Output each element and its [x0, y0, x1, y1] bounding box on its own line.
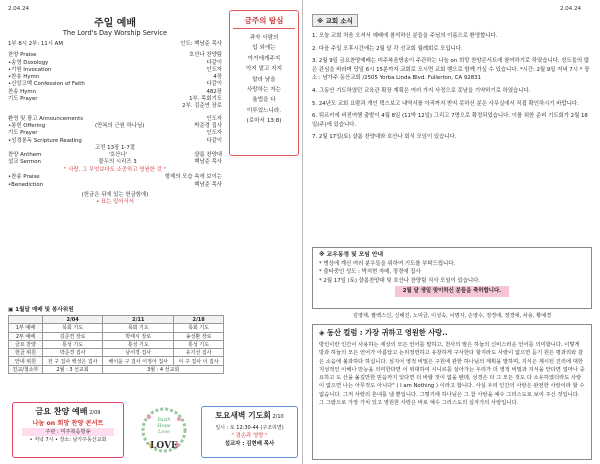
- right-date: 2.04.24: [560, 6, 581, 12]
- church-news: [312, 14, 592, 146]
- faith-word: Faith: [157, 417, 171, 423]
- order-item: •신앙고백 Confession of Faith: [8, 81, 85, 88]
- scripture: 고전 13장 1-7절: [95, 144, 135, 151]
- verse-line: 아거에게주지: [247, 55, 281, 62]
- schedule-cell: 유기선 집사: [174, 349, 224, 357]
- worship-title-en: The Lord's Day Worship Service: [62, 29, 168, 37]
- schedule-row: [9, 357, 224, 365]
- verse-line: 사랑하는 자는: [246, 87, 282, 94]
- order-row: [8, 52, 222, 59]
- order-row: [8, 60, 222, 67]
- benediction-label: •Benediction: [8, 181, 44, 188]
- news-item: 7. 2월 17일(토) 샬롬 찬양대와 호산나 회식 모임이 있습니다.: [312, 134, 457, 141]
- friday-worship-box: [12, 402, 124, 458]
- saturday-date: 2/10: [272, 414, 284, 420]
- worship-title-ko: 주일 예배: [93, 18, 137, 29]
- schedule-cell: 통성 기도: [42, 340, 102, 348]
- service-time-row: [8, 41, 222, 48]
- order-mid: [38, 130, 207, 137]
- order-who: 2부. 김준연 장로: [182, 103, 222, 110]
- order-who: 인도자: [206, 66, 222, 73]
- news-item: 1. 오늘 교회 처음 오셔서 예배에 참석하신 분들을 주님의 이름으로 환영합니다.: [312, 33, 498, 39]
- saturday-line1: 일시 : 토 12:30-44 (구조리면): [215, 425, 284, 431]
- friday-line3: • 저녁 7시 • 장소: 남가주동산교회: [29, 437, 107, 443]
- order-item: 찬양 Praise: [8, 52, 37, 59]
- order-item: 환영 및 광고 Announcements: [8, 115, 84, 122]
- schedule-cell: 박준경 집사: [42, 349, 102, 357]
- love-big: LOVE: [150, 441, 178, 451]
- schedule-cell: 해이윤 구 집사 이정아 집사: [103, 357, 174, 365]
- anthem-title: '호산나': [108, 152, 128, 159]
- order-who: 호산나 찬양팀: [189, 52, 222, 59]
- verse-line: 아지 말고 지지: [246, 66, 282, 73]
- schedule-cell: 통성 기도: [103, 340, 174, 348]
- left-date: 2.04.24: [8, 6, 29, 12]
- order-item: 기도 Prayer: [8, 130, 38, 137]
- order-item: •봉헌 Offering: [8, 122, 46, 129]
- praise-song: 형제의 모습 속에 보이는: [164, 174, 222, 181]
- schedule-header: [9, 316, 43, 324]
- weekly-verse-box: [229, 10, 299, 156]
- order-row: [8, 138, 222, 145]
- order-mid: [8, 103, 182, 110]
- order-list: [8, 52, 222, 145]
- saturday-title-row: [205, 410, 294, 421]
- verse-line: 율법을 다: [252, 97, 276, 104]
- weekly-verse-title: 금주의 탐심: [233, 15, 295, 29]
- page-divider: [302, 0, 303, 464]
- order-mid: [38, 96, 190, 103]
- friday-line2: 주관 : 미주복음방송: [22, 428, 114, 436]
- prayer-list: [319, 260, 585, 286]
- order-mid: [51, 67, 206, 74]
- prayer-item: * 병상에 계신 여러 분우들을 위하여 기도를 부탁드립니다.: [319, 260, 456, 267]
- schedule-cell: 김준연 장로: [42, 332, 102, 340]
- saturday-line3: 설교자 : 김현배 목사: [224, 441, 275, 447]
- order-row: [8, 67, 222, 74]
- schedule-row: [9, 365, 224, 373]
- schedule-cell: 목회 기도: [42, 324, 102, 332]
- schedule-title: ▣ 1월달 예배 및 봉사위원: [8, 307, 74, 313]
- order-mid: [36, 52, 189, 59]
- order-row: [8, 123, 222, 130]
- order-who: 인도자: [206, 130, 222, 137]
- order-who: 다같이: [206, 81, 222, 88]
- schedule-cell: 목회 기도: [103, 324, 174, 332]
- schedule-cell: 안내 위원: [9, 357, 43, 365]
- essay-section: [312, 324, 592, 460]
- news-item: 2. 다음 주일 오후시간에는 2월 달 각 선교회 월례회로 모입니다.: [312, 45, 463, 52]
- weekly-verse-text: [233, 33, 295, 127]
- schedule-header: 2/11: [103, 316, 174, 324]
- order-who: 다같이: [206, 59, 222, 66]
- friday-title: 금요 찬양 예배: [35, 407, 88, 416]
- schedule-row: [9, 324, 224, 332]
- friday-line1: 나눔 on 희망 찬양 콘서트: [32, 420, 104, 427]
- prayer-item: * 출타중인 성도 : 박지현 자매, 정경애 집사: [319, 269, 421, 276]
- order-who: 4장: [213, 74, 222, 81]
- order-who: 1부. 목회기도: [189, 96, 222, 103]
- order-mid: [48, 60, 206, 67]
- news-header: ※ 교회 소식: [312, 14, 358, 27]
- schedule-cell: 3월 : 4 선교회: [103, 365, 224, 373]
- verse-line: 과자 사람의: [249, 35, 279, 41]
- anthem-choir: 샬롬 찬양대: [194, 152, 222, 159]
- benediction-row: [8, 182, 222, 189]
- order-row: [8, 89, 222, 96]
- prayer-item: * 2월 17일 (토) 샬롬찬양대 및 호산나 찬양팀 식사 모임이 있습니다.: [319, 277, 481, 284]
- schedule-cell: 2월 : 3 선교회: [42, 365, 102, 373]
- stand-note: • 표는 일어서서: [96, 198, 134, 205]
- verse-line: 입 외에는: [252, 45, 276, 52]
- news-item: 5. 24년도 교회 요람과 개인 텍스보고 내역서를 아직까지 받지 못하신 분은 사무실에서 직접 확인하시기 바랍니다.: [312, 100, 579, 107]
- prayer-header: ※ 교우동정 및 모임 안내: [319, 252, 384, 258]
- offering-note: (헌금은 뒤에 있는 헌금함에): [81, 191, 149, 198]
- order-mid: [82, 138, 207, 145]
- hope-word: Hope: [157, 423, 171, 429]
- news-item: 3. 2월 9일 금요찬양예배는 미주복음방송이 주관하는 나눔 on 희망 찬양콘서트에 참여하기로 하였습니다. 성도들의 많은 관심을 바라며 당일 6시 15분까지 교회로 오시면 교회 밴으로 함께 가실 수 있습니다. *시간: 2월 9일 저녁 7시 * 장소 : 남가주 동산교회 /2505 Yorba Linda Blvd. Fullerton, CA 92831: [312, 58, 590, 82]
- sermon-series: 물두의 시리즈 3: [98, 159, 137, 166]
- birthday-names: 김영재, 팔백스신, 신해진, 노덕글, 이성숙, 이명자, 손영수, 정경애, 정경애, 차용, 황예경: [352, 313, 552, 319]
- schedule-cell: 전 구 집사 백성은 집사: [42, 357, 102, 365]
- order-row: [8, 116, 222, 123]
- order-row: [8, 130, 222, 137]
- news-list: [312, 32, 592, 142]
- order-mid: [83, 116, 206, 123]
- birthday-strip: 2월 달 생일 맞이하신 분들을 축하합니다.: [395, 286, 510, 297]
- order-mid: [36, 89, 206, 96]
- schedule-cell: 목회 기도: [174, 324, 224, 332]
- order-who: 박준경 집사: [194, 122, 222, 129]
- praise-row: [8, 174, 222, 181]
- order-row: [8, 103, 222, 110]
- saturday-prayer-box: [201, 406, 298, 458]
- benediction-pastor: 백남준 목사: [194, 181, 222, 188]
- order-row: [8, 81, 222, 88]
- order-item: 기도 Prayer: [8, 96, 38, 103]
- sermon-label: 설교 Sermon: [8, 159, 41, 166]
- order-who: 다같이: [206, 137, 222, 144]
- order-item: •성경봉독 Scripture Reading: [8, 137, 82, 144]
- order-item: •찬송 Hymn: [8, 74, 40, 81]
- schedule-cell: 박태식 장로: [103, 332, 174, 340]
- schedule-row: [9, 332, 224, 340]
- news-item: 6. 튀르키에 비전여행 출발이 4월 8일 (11박 12일) 그리고 7명으로 확정되었습니다. 이를 위한 준비 기도회가 2월 18일(주)에 있습니다.: [312, 113, 588, 128]
- love-word: Love: [157, 429, 171, 435]
- friday-title-row: [16, 406, 120, 417]
- faith-hope-love-art: [139, 405, 189, 459]
- worship-order: [8, 14, 222, 206]
- schedule-cell: 1부 예배: [9, 324, 43, 332]
- saturday-line2: " 겸손과 영향 ": [231, 433, 268, 439]
- schedule-section: [8, 305, 224, 374]
- sermon-title: " 사랑. 그 무엇보다도 소중하고 영원한 것 ": [64, 166, 166, 173]
- schedule-header: 2/04: [42, 316, 102, 324]
- schedule-cell: 2부 예배: [9, 332, 43, 340]
- schedule-cell: 남서경 집사: [103, 349, 174, 357]
- schedule-cell: 송성환 장로: [174, 332, 224, 340]
- schedule-row: [9, 349, 224, 357]
- order-item: 찬송 Hymn: [8, 88, 37, 95]
- schedule-cell: 이 구 집사 이 집사: [174, 357, 224, 365]
- anthem-label: 찬양 Anthem: [8, 152, 42, 159]
- sermon-row: [8, 159, 222, 166]
- essay-body: 방인이란 인간이 사용하는 세상의 모든 언어를 말하고, 천사의 말은 하늘의 신비스러운 언어를 의미합니다. 이렇게 방과 하늘의 모든 언어가 아름답고 논리정연하고 유창하게 구사한다 할지라도 사랑이 없으면 듣기 원든 평과리와 같은 소음에 불과하다 하십니다. 심지어 영적 비밀은 구원에 관한 하나님의 계획을 말하며, 지식은 계시된 진리에 대한 지성적인 이해나 만능을 의미한다면 이 위대하여 시니르를 살아가는 우리가 더 영적 비밀과 지식을 안다면 얼마나 중요하고 도 산을 옮길만한 믿음까지 있다면 더 바랄 것이 없을 텐데, 성경은 더 그 모든 것도 다 소유하였더라도 사랑이 없으면 나는 아무것도 아니다" ( I am Nothing ) 이라고 합니다. 사실 우리 인간의 사랑은 완전한 사랑이라 할 수 없습니다. 그저 사랑의 흔내를 낼 뿐입니다. 그렇기에 하나님은 그 참 사랑을 예수 그리스도로 보여 주신 것입니다. 그 그랍으로 가장 가치 있고 영원한 사랑은 바로 예수 그리스도의 십자가의 사랑입니다.: [319, 342, 585, 407]
- essay-title: ◈ 동산 컬럼 : 가장 귀하고 영원한 사랑..: [319, 328, 448, 337]
- schedule-table: [8, 315, 224, 374]
- order-item: •기원 Invocation: [8, 66, 52, 73]
- schedule-cell: 금요 찬양: [9, 340, 43, 348]
- praise-label: •찬송 Praise: [8, 174, 40, 181]
- sermon-preacher: 백남준 목사: [194, 159, 222, 166]
- order-who: 482장: [206, 88, 222, 95]
- friday-date: 2/09: [89, 410, 101, 416]
- service-time: 1부 8시 2부: 11시 AM: [8, 41, 63, 47]
- schedule-cell: 통성 기도: [174, 340, 224, 348]
- prayer-box: [312, 247, 592, 309]
- order-item: •송영 Doxology: [8, 59, 49, 66]
- saturday-title: 토요새벽 기도회: [215, 411, 271, 420]
- schedule-cell: 헌금 위원: [9, 349, 43, 357]
- order-mid: (만복의 근원 하나님): [95, 122, 145, 129]
- news-item: 4. 그동안 기도하였던 교육관 확장 계획은 여러 가지 사정으로 못남을 기약하기로 하였습니다.: [312, 87, 531, 94]
- verse-line: 말라 남을: [252, 76, 276, 83]
- schedule-row: [9, 340, 224, 348]
- verse-line: (로마서 13:8): [246, 118, 282, 125]
- order-mid: [85, 81, 207, 88]
- presider: 인도: 백남준 목사: [180, 41, 222, 47]
- schedule-cell: 친교/청소부: [9, 365, 43, 373]
- verse-line: 이루었느니라.: [246, 107, 282, 114]
- schedule-header: 2/18: [174, 316, 224, 324]
- order-who: 인도자: [206, 115, 222, 122]
